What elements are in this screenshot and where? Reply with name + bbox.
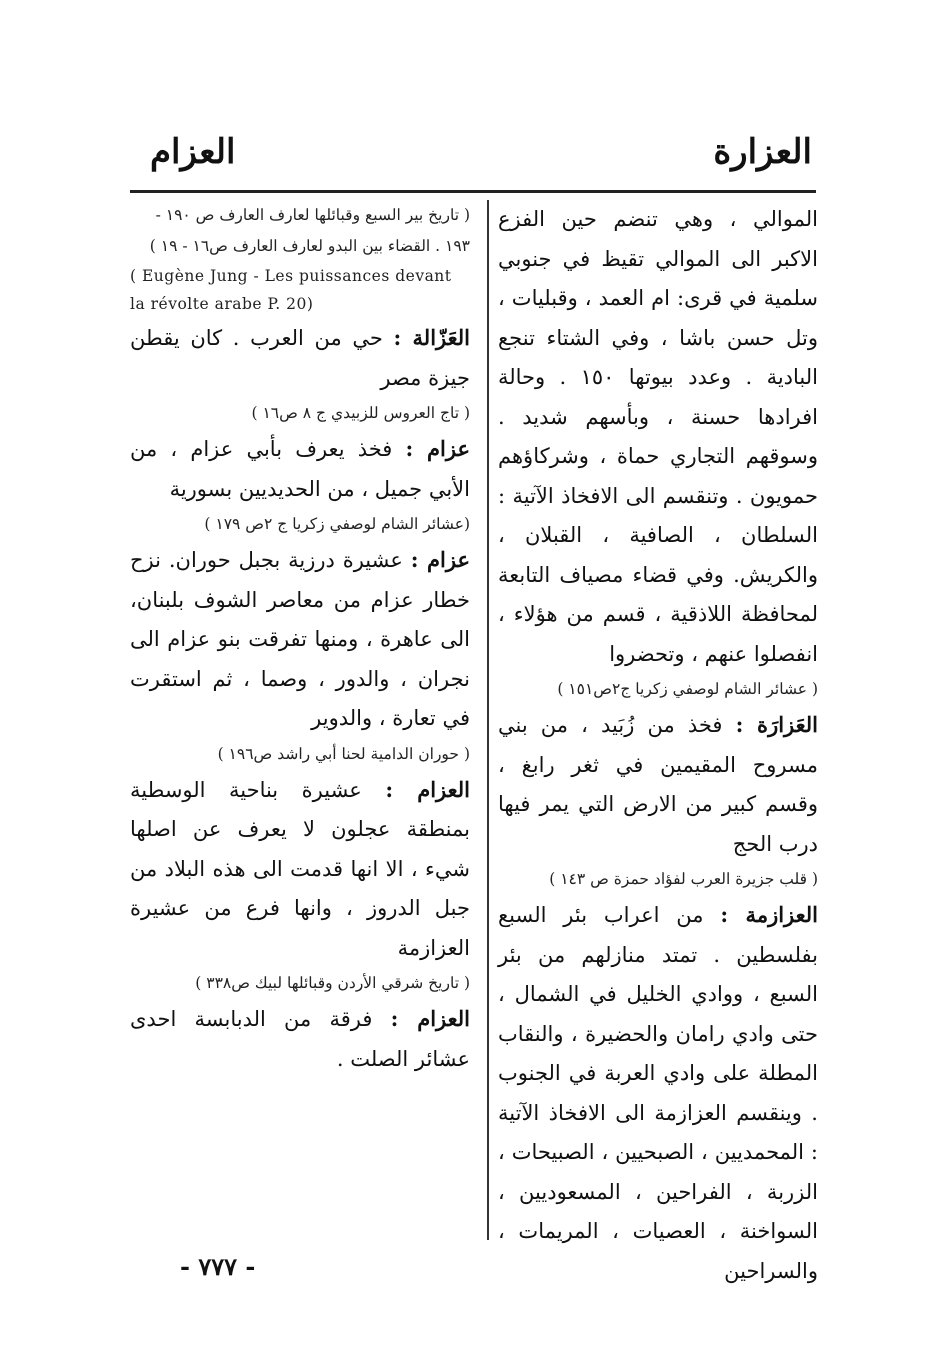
- entry-text: فخذ يعرف بأبي عزام ، من الأبي جميل ، من الحديديين بسورية: [130, 437, 470, 501]
- header-rule: [130, 190, 816, 193]
- right-citation: [498, 674, 818, 705]
- entry-text: ( قلب جزيرة العرب لفؤاد حمزة ص ١٤٣ ): [549, 870, 818, 888]
- left-citation: [130, 739, 470, 770]
- entry-text: ( تاريخ بير السبع وقبائلها لعارف العارف ص ١٩٠ - ١٩٣ . القضاء بين البدو لعارف العارف ص١٦ - ١٩ ): [149, 206, 470, 255]
- left-entry: [130, 540, 470, 739]
- left-citation: [130, 968, 470, 999]
- right-running-header: العزارة: [713, 132, 812, 172]
- entry-text: الموالي ، وهي تنضم حين الفزع الاكبر الى الموالي تقيظ في جنوبي سلمية في قرى: ام العمد ، وقبليات ، وتل حسن باشا ، وفي الشتاء تنجع البادية . وعدد بيوتها ١٥٠ . وحالة افرادها حسنة ، وبأسهم شديد . وسوقهم التجاري حماة ، وشركاؤهم حمويون . وتنقسم الى الافخاذ الآتية : السلطان ، الصافية ، القبلان ، والكريش. وفي قضاء مصياف التابعة لمحافظة اللاذقية ، قسم من هؤلاء ، انفصلوا عنهم ، وتحضروا: [498, 207, 818, 666]
- left-citation: [130, 200, 470, 262]
- left-column: [130, 200, 470, 1079]
- column-divider: [487, 200, 489, 1240]
- entry-text: عشيرة درزية بجبل حوران. نزح خطار عزام من معاصر الشوف بلبنان، الى عاهرة ، ومنها تفرقت بنو عزام الى نجران ، والدور ، وصما ، ثم استقرت في تعارة ، والدوير: [130, 548, 470, 730]
- left-entry: [130, 429, 470, 509]
- entry-text: فخذ من زُبَيد ، من بني مسروح المقيمين في ثغر رابغ ، وقسم كبير من الارض التي يمر فيها درب الحج: [498, 713, 818, 856]
- entry-term: العزازمة :: [720, 902, 818, 927]
- entry-text: ( تاج العروس للزبيدي ج ٨ ص١٦ ): [251, 404, 470, 422]
- entry-text: ( حوران الدامية لحنا أبي راشد ص١٩٦ ): [217, 744, 470, 763]
- left-entry: [130, 318, 470, 398]
- left-entry: [130, 999, 470, 1079]
- entry-text: عشيرة بناحية الوسطية بمنطقة عجلون لا يعرف عن اصلها شيء ، الا انها قدمت الى هذه البلاد من جبل الدروز ، وانها فرع من عشيرة العزازمة: [130, 777, 470, 960]
- page-number: - ٧٧٧ -: [180, 1252, 256, 1281]
- entry-text: ( Eugène Jung - Les puissances devant la révolte arabe P. 20): [130, 267, 452, 313]
- left-running-header: العزام: [150, 132, 236, 172]
- right-entry: [498, 895, 818, 1291]
- entry-text: ( تاريخ شرقي الأردن وقبائلها لبيك ص٣٣٨ ): [195, 974, 470, 992]
- entry-term: عزام :: [410, 547, 470, 572]
- right-citation: [498, 864, 818, 895]
- entry-term: العزام :: [385, 776, 470, 802]
- entry-term: عزام :: [405, 436, 470, 461]
- entry-term: العَزارَة :: [735, 712, 818, 737]
- right-column: [498, 200, 818, 1291]
- entry-term: العَزّالة :: [393, 325, 470, 350]
- entry-text: (عشائر الشام لوصفي زكريا ج ٢ص ١٧٩ ): [204, 515, 470, 533]
- left-citation: [130, 398, 470, 429]
- entry-text: حي من العرب . كان يقطن جيزة مصر: [130, 326, 470, 390]
- left-entry: [130, 770, 470, 969]
- left-citation: [130, 509, 470, 540]
- left-latin-citation: [130, 262, 470, 318]
- entry-text: ( عشائر الشام لوصفي زكريا ج٢ص١٥١ ): [557, 680, 818, 698]
- entry-text: فرقة من الدبابسة احدى عشائر الصلت .: [130, 1007, 470, 1071]
- right-entry: [498, 200, 818, 674]
- entry-text: من اعراب بئر السبع بفلسطين . تمتد منازلهم من بئر السبع ، ووادي الخليل في الشمال ، حتى وادي رامان والحضيرة ، والنقاب المطلة على وادي العربة في الجنوب . وينقسم العزازمة الى الافخاذ الآتية : المحمديين ، الصبحيين ، الصبيحات ، الزربة ، الفراحين ، المسعوديين ، السواخنة ، العصيات ، المريمات ، والسراحين: [498, 903, 818, 1283]
- right-entry: [498, 705, 818, 864]
- entry-term: العزام :: [390, 1006, 470, 1031]
